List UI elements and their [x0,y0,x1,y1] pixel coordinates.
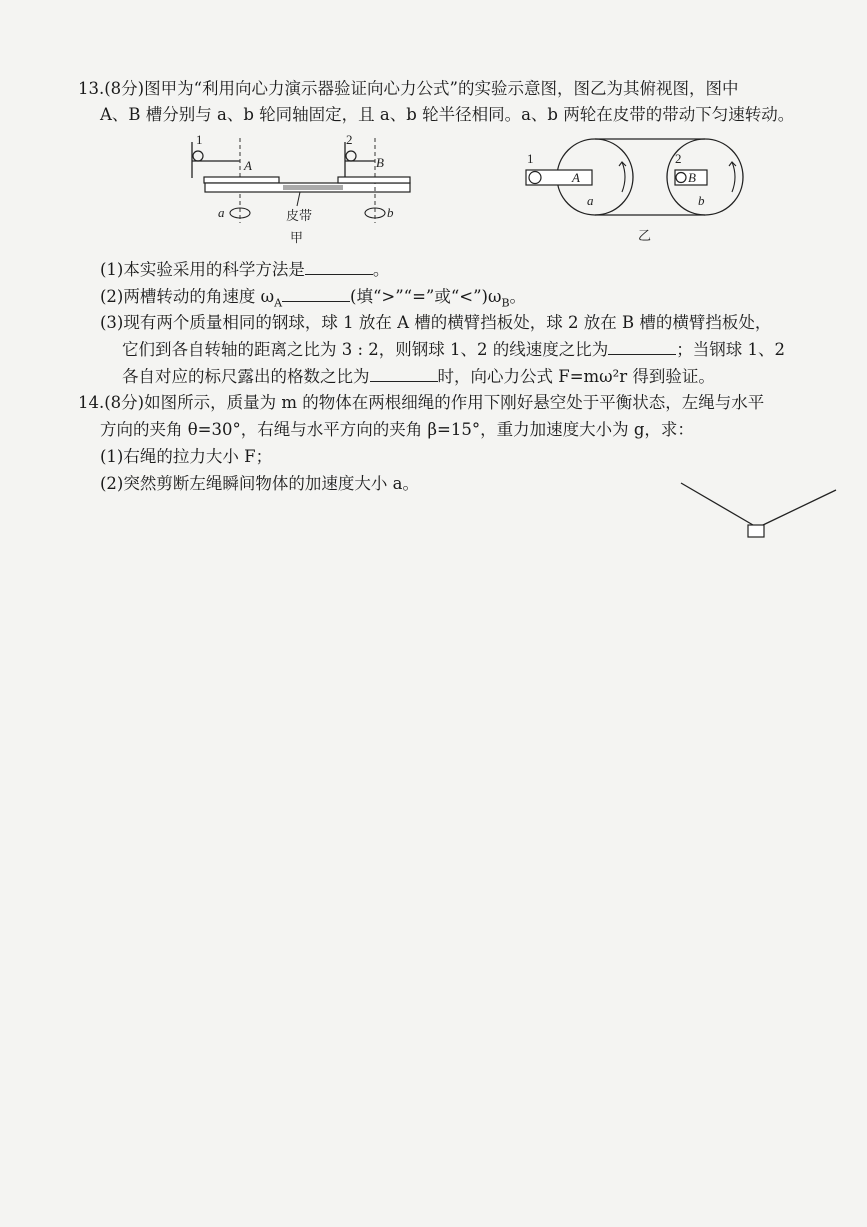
q13-sub3-line3-end: 时，向心力公式 F=mω²r 得到验证。 [437,367,715,386]
q13-sub2-mid: (填“>”“=”或“<”)ω [350,287,502,306]
right-rope [763,490,836,525]
ball-1-icon [193,151,203,161]
yi-ball1-label: 1 [527,151,534,166]
q13-sub2-text: (2)两槽转动的角速度 ω [100,287,275,306]
q13-sub2 [100,285,526,314]
jia-ball2-label: 2 [346,132,353,147]
ball-2-icon [346,151,356,161]
yi-slot-a [526,170,592,185]
q13-sub3-line2-text: 它们到各自转轴的距离之比为 3 : 2，则钢球 1、2 的线速度之比为 [122,340,609,359]
left-rope [681,483,753,525]
q13-sub1-end: 。 [372,260,390,279]
jia-caption: 甲 [290,230,304,245]
yi-slot-a-label: A [572,170,580,185]
q14-sub1: (1)右绳的拉力大小 F； [100,447,273,466]
yi-wheel-b-label: b [698,193,705,208]
jia-left-slot [192,138,279,223]
jia-belt-label: 皮带 [286,208,313,223]
q13-sub3-velocity-blank[interactable] [608,338,676,355]
q13-sub2-answer-blank[interactable] [282,285,350,302]
yi-wheel-a-label: a [587,193,594,208]
q13-sub3-line3-text: 各自对应的标尺露出的格数之比为 [122,367,370,386]
q13-sub1-answer-blank[interactable] [305,258,373,275]
jia-slot-b-label: B [376,155,384,170]
q13-sub2-end: 。 [509,287,527,306]
hanging-mass [748,525,764,537]
yi-ball2-label: 2 [675,151,682,166]
jia-ball1-label: 1 [196,132,203,147]
q13-sub2-sub-b: B [501,296,510,310]
q14-figure [678,480,843,545]
yi-slot-b-label: B [688,170,696,185]
figure-jia [180,128,420,248]
q13-line-1: 13.(8分)图甲为“利用向心力演示器验证向心力公式”的实验示意图，图乙为其俯视图，图中 [78,79,739,98]
q13-sub2-sub-a: A [274,296,283,310]
yi-arrow-b-icon [732,162,735,192]
q14-line-1: 14.(8分)如图所示，质量为 m 的物体在两根细绳的作用下刚好悬空处于平衡状态，左绳与水平 [78,393,765,412]
q13-sub3-line-1: (3)现有两个质量相同的钢球，球 1 放在 A 槽的横臂挡板处，球 2 放在 B 槽的横臂挡板处， [100,313,772,332]
q14-sub2: (2)突然剪断左绳瞬间物体的加速度大小 a。 [100,474,419,493]
jia-wheel-a-label: a [218,205,225,220]
jia-right-slot [338,138,410,223]
jia-slot-a-label: A [244,158,252,173]
figure-yi [520,132,750,247]
q14-line-2: 方向的夹角 θ=30°，右绳与水平方向的夹角 β=15°，重力加速度大小为 g，求： [100,420,694,439]
q13-sub3-line-3 [122,365,715,388]
yi-caption: 乙 [638,228,652,243]
yi-arrow-a-icon [622,162,625,192]
q13-sub1 [100,258,389,281]
q13-sub3-line2-end: ；当钢球 1、2 [676,340,786,359]
q13-sub3-ratio-blank[interactable] [370,365,438,382]
q13-sub1-text: (1)本实验采用的科学方法是 [100,260,305,279]
jia-belt [283,185,343,190]
q13-line-2: A、B 槽分别与 a、b 轮同轴固定，且 a、b 轮半径相同。a、b 两轮在皮带的带动下匀速转动。 [100,105,795,124]
jia-wheel-b-label: b [387,205,394,220]
q13-sub3-line-2 [122,338,785,361]
